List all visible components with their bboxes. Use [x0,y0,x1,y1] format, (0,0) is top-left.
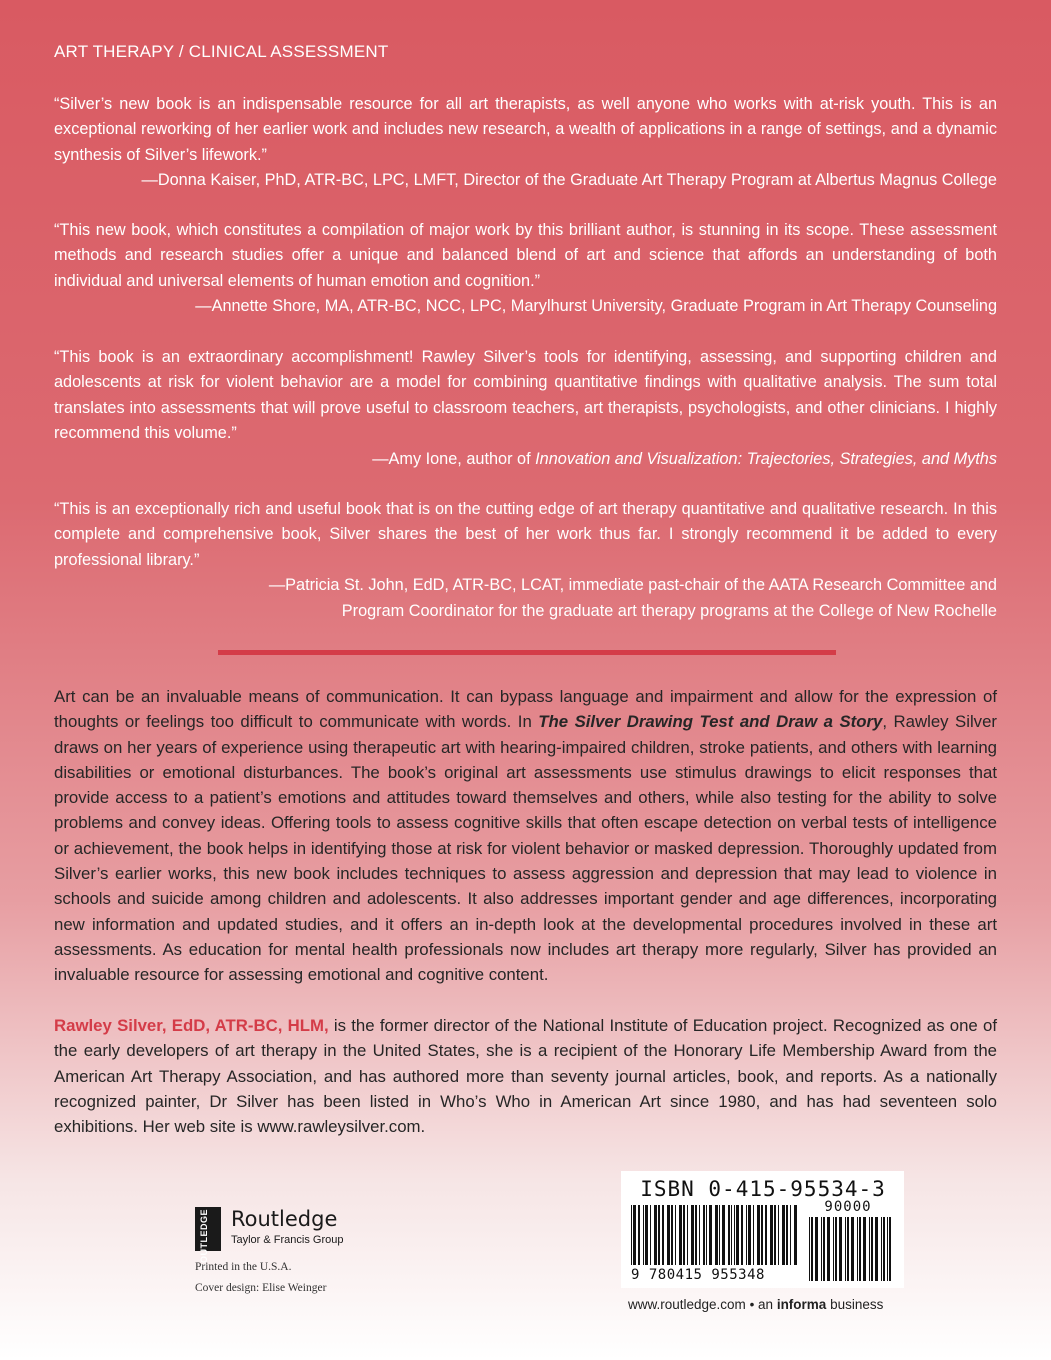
barcode-bar [731,1205,732,1265]
endorsement-quote [54,92,997,194]
barcode-bar [847,1217,849,1281]
author-bio [54,1013,997,1139]
barcode-bar [871,1217,873,1281]
barcode-bar [774,1205,776,1265]
website-separator: • an [745,1297,777,1312]
cover-design-credit: Cover design: Elise Weinger [195,1282,327,1294]
barcode-bar [790,1205,791,1265]
barcode-bar [786,1205,788,1265]
website-suffix: business [826,1297,884,1312]
barcode-bar [643,1205,644,1265]
barcode-bar [794,1205,797,1265]
logo-mark-text: ROUTLEDGE [199,1209,209,1271]
barcode-bar [857,1217,858,1281]
section-divider [218,650,836,655]
barcode-bar [736,1205,739,1265]
barcode-bar [845,1217,846,1281]
barcode-bar [883,1217,885,1281]
quote-text: “This book is an extraordinary accomplishment! Rawley Silver’s tools for identifying, assessing, and supporting children and adolescents at risk for violent behavior are a model for combining quantitative findings with qualitative analysis. The sum total translates into assessments that will prove useful to classroom teachers, art therapists, psychologists, and other clinicians. I highly recommend this volume.” [54,348,997,443]
barcode-bar [671,1205,673,1265]
addon-barcode-bars-icon [807,1217,895,1283]
attribution-author: —Amy Ione, author of [372,449,536,468]
barcode-bar [631,1205,632,1265]
barcode-bar [679,1205,682,1265]
barcode-bar [687,1205,688,1265]
barcode-bar [851,1217,854,1281]
barcode-bar [765,1205,767,1265]
publisher-name: Routledge [231,1207,338,1231]
barcode-addon-digits: 90000 [824,1199,872,1215]
barcode-bar [811,1217,813,1281]
barcode-bar [699,1205,700,1265]
barcode-bar [695,1205,697,1265]
book-title: The Silver Drawing Test and Draw a Story [538,712,883,732]
barcode-bar [715,1205,718,1265]
ean-digits: 9 780415 955348 [631,1267,765,1283]
barcode-bar [654,1205,657,1265]
barcode-bar [683,1205,685,1265]
barcode-bar [728,1205,730,1265]
isbn-number: ISBN 0-415-95534-3 [640,1177,886,1201]
barcode-bar [761,1205,763,1265]
barcode-bar [827,1217,830,1281]
quote-attribution: —Annette Shore, MA, ATR-BC, NCC, LPC, Marylhurst University, Graduate Program in Art Therapy Counseling [195,297,997,316]
barcode-bar [709,1205,712,1265]
barcode-bar [875,1217,878,1281]
barcode-bar [734,1205,735,1265]
isbn-barcode [621,1171,904,1288]
barcode-bar [782,1205,785,1265]
barcode-bar [778,1205,779,1265]
quote-attribution-line-2: Program Coordinator for the graduate art therapy programs at the College of New Rochelle [341,601,997,620]
routledge-logo-mark-icon [195,1207,221,1271]
barcode-bar [859,1217,861,1281]
barcode-bar [746,1205,747,1265]
barcode-bar [703,1205,705,1265]
barcode-bar [633,1205,636,1265]
quote-text: “This new book, which constitutes a compilation of major work by this brilliant author, is stunning in its scope. These assessment methods and research studies offer a unique and balanced blend of art and science that affords an understanding of both individual and universal elements of human emotion and cognition.” [54,221,997,290]
book-description [54,684,997,988]
barcode-bar [722,1205,725,1265]
barcode-bar [741,1205,743,1265]
quote-text: “Silver’s new book is an indispensable resource for all art therapists, as well anyone who works with at-risk youth. This is an exceptional reworking of her earlier work and includes new research, a wealth of applications in a range of settings, and a dynamic synthesis of Silver’s lifework.” [54,95,997,164]
barcode-bar [748,1205,751,1265]
informa-brand: informa [776,1297,827,1312]
endorsement-quote [54,497,997,624]
quote-text: “This is an exceptionally rich and useful book that is on the cutting edge of art therapy quantitative and qualitative research. In this complete and comprehensive book, Silver shares the best of her work thus far. I strongly recommend it be added to every professional library.” [54,500,997,569]
quote-attribution [54,447,997,472]
description-text-continued: , Rawley Silver draws on her years of experience using therapeutic art with hearing-impaired children, stroke patients, and others with learning disabilities or emotional disturbances. The book’s original art assessments use stimulus drawings to elicit responses that provide access to a patient’s emotions and attitudes toward themselves and others, while also testing for the ability to solve problems and convey ideas. Offering tools to assess cognitive skills that often escape detection on verbal tests of intelligence or achievement, the book helps in identifying those at risk for violent behavior or masked depression. Thoroughly updated from Silver’s earlier works, this new book includes techniques to assess aggression and depression that may lead to violence in schools and suicide among children and adolescents. It also addresses important gender and age differences, incorporating new information and updated studies, and it offers an in-depth look at the developmental procedures involved in these art assessments. As education for mental health professionals now includes art therapy more regularly, Silver has provided an invaluable resource for assessing emotional and cognitive content. [54,712,997,985]
barcode-bar [823,1217,825,1281]
endorsement-quote [54,345,997,472]
barcode-bar [650,1205,651,1265]
barcode-bar [757,1205,760,1265]
barcode-bar [770,1205,773,1265]
barcode-bar [863,1217,866,1281]
barcode-bar [706,1205,707,1265]
barcode-bar [887,1217,888,1281]
barcode-bar [889,1217,891,1281]
category-label: ART THERAPY / CLINICAL ASSESSMENT [54,42,389,61]
description-text: Art can be an invaluable means of communication. It can bypass language and impairment and allow for the expression of thoughts or feelings too difficult to communicate with words. In [54,687,997,732]
barcode-bar [719,1205,720,1265]
barcode-bar [869,1217,870,1281]
author-bio-text: is the former director of the National Institute of Education project. Recognized as one of the early developers of art therapy in the United States, she is a recipient of the Honorary Life Membership Award from the American Art Therapy Association, and has authored more than seventy journal articles, book, and reports. As a nationally recognized painter, Dr Silver has been listed in Who’s Who in American Art since 1980, and has had seventeen solo exhibitions. Her web site is www.rawleysilver.com. [54,1016,997,1137]
barcode-bar [815,1217,818,1281]
printed-in: Printed in the U.S.A. [195,1261,292,1273]
publisher-group: Taylor & Francis Group [231,1234,344,1246]
barcode-bar [662,1205,664,1265]
barcode-bar [638,1205,640,1265]
endorsement-quote [54,218,997,320]
ean-barcode-bars-icon [629,1205,801,1267]
barcode-bar [753,1205,754,1265]
barcode-bar [839,1217,842,1281]
barcode-bar [821,1217,822,1281]
attribution-book-title: Innovation and Visualization: Trajectories, Strategies, and Myths [535,449,997,468]
author-name: Rawley Silver, EdD, ATR-BC, HLM, [54,1016,329,1035]
quote-attribution-line-1: —Patricia St. John, EdD, ATR-BC, LCAT, immediate past-chair of the AATA Research Committee and [268,576,997,595]
website-url: www.routledge.com [628,1297,746,1312]
barcode-bar [658,1205,660,1265]
barcode-bar [835,1217,837,1281]
publisher-website [628,1297,883,1312]
quote-attribution: —Donna Kaiser, PhD, ATR-BC, LPC, LMFT, Director of the Graduate Art Therapy Program at Albertus Magnus College [141,171,997,190]
barcode-bar [833,1217,834,1281]
barcode-bar [675,1205,676,1265]
barcode-bar [645,1205,648,1265]
barcode-bar [881,1217,882,1281]
barcode-bar [809,1217,810,1281]
barcode-bar [667,1205,670,1265]
barcode-bar [691,1205,694,1265]
